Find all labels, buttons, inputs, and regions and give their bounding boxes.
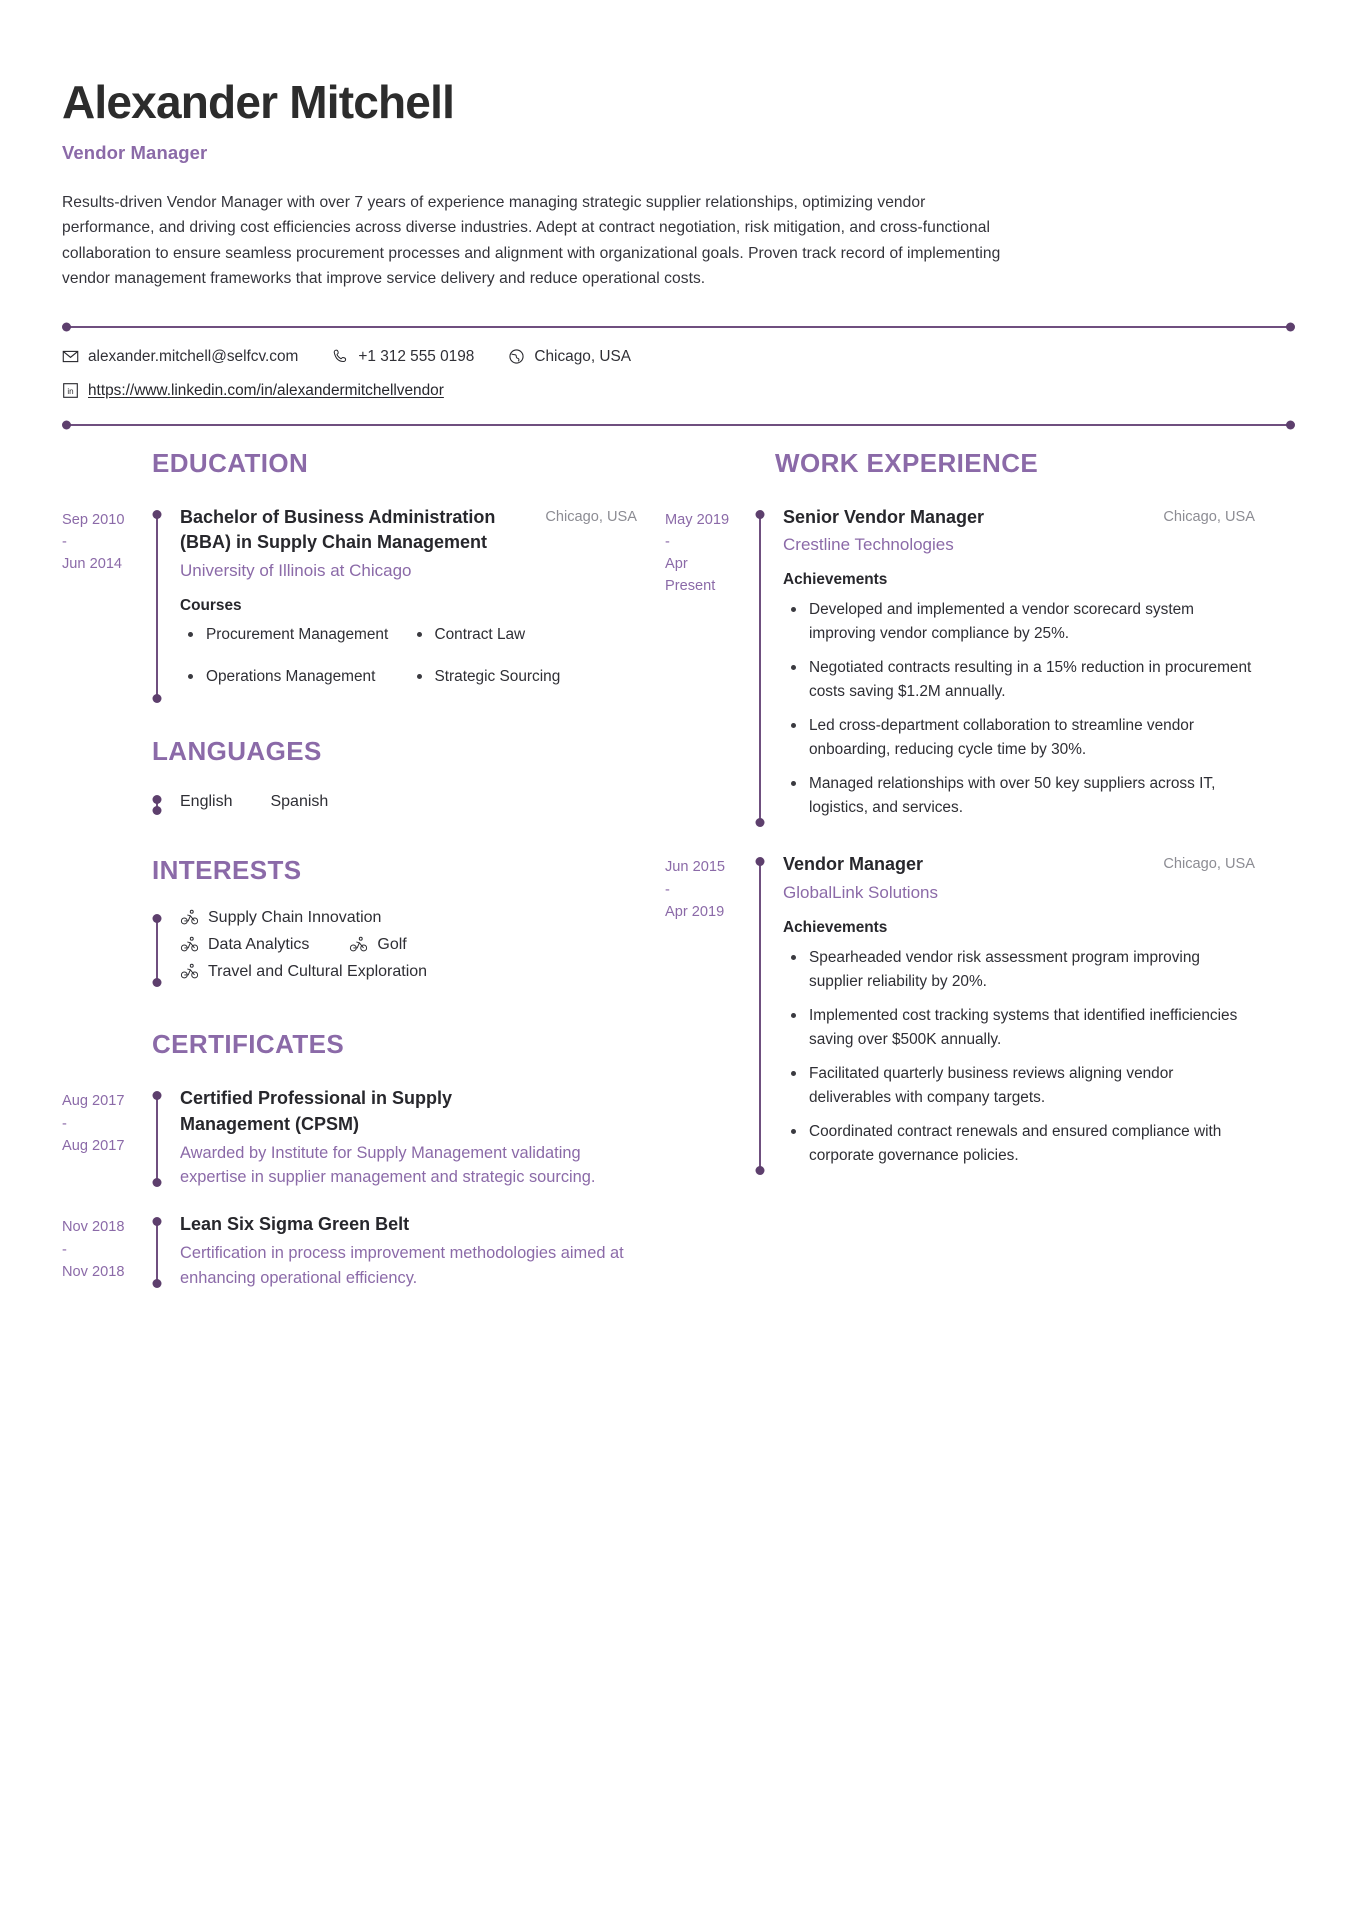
timeline-line xyxy=(759,860,761,1171)
contact-linkedin-text[interactable]: https://www.linkedin.com/in/alexandermitchellvendor xyxy=(88,381,444,399)
divider-top xyxy=(67,326,1290,328)
education-entry xyxy=(62,501,637,706)
timeline-line xyxy=(156,1220,158,1284)
section-title-education: EDUCATION xyxy=(152,447,309,478)
work-entry xyxy=(665,501,1255,830)
work-date-dash: - xyxy=(665,534,670,551)
education-degree: Bachelor of Business Administration (BBA) in Supply Chain Management xyxy=(180,506,496,553)
envelope-icon xyxy=(62,348,79,365)
cyclist-icon xyxy=(349,935,368,954)
section-certificates xyxy=(62,1029,637,1290)
contact-linkedin[interactable] xyxy=(62,382,444,400)
section-title-work-experience: WORK EXPERIENCE xyxy=(775,447,1039,478)
contact-phone[interactable] xyxy=(332,348,474,366)
section-education xyxy=(62,448,637,706)
certificate-date-dash: - xyxy=(62,1241,67,1258)
education-date-start: Sep 2010 xyxy=(62,511,125,528)
certificate-date xyxy=(62,1082,148,1190)
list-item: Led cross-department collaboration to streamline vendor onboarding, reducing cycle time by 30%. xyxy=(783,714,1255,762)
list-item: Operations Management xyxy=(180,665,409,689)
page-title: Alexander Mitchell xyxy=(62,76,455,128)
contact-row-primary xyxy=(62,348,1290,366)
education-head xyxy=(180,505,637,556)
interest-item xyxy=(349,935,406,954)
professional-summary: Results-driven Vendor Manager with over 7 years of experience managing strategic supplier relationships, optimizing vendor performance, and driving cost efficiencies across diverse industries. Adept at contract negotiation, risk mitigation, and cross-functional collaboration to ensure seamless procurement processes and alignment with organizational goals. Proven track record of implementing vendor management frameworks that improve service delivery and reduce operational costs. xyxy=(62,193,1001,288)
timeline-dot-top xyxy=(153,914,162,923)
certificate-date-end: Nov 2018 xyxy=(62,1263,125,1280)
timeline-dot-top xyxy=(756,857,765,866)
languages-row xyxy=(180,789,637,817)
section-work-experience xyxy=(665,448,1255,1178)
list-item: Coordinated contract renewals and ensured compliance with corporate governance policies. xyxy=(783,1120,1255,1168)
timeline-dot-top xyxy=(153,795,162,804)
interest-item xyxy=(180,908,381,927)
education-body xyxy=(166,501,637,706)
divider-bottom xyxy=(67,424,1290,426)
education-courses-label: Courses xyxy=(180,596,242,614)
interest-item xyxy=(180,962,427,981)
timeline-line xyxy=(156,513,158,700)
languages-entry xyxy=(148,789,637,817)
work-achievements-list xyxy=(783,598,1255,820)
list-item: Spearheaded vendor risk assessment program improving supplier reliability by 20%. xyxy=(783,946,1255,994)
section-languages xyxy=(62,736,637,817)
list-item: Managed relationships with over 50 key suppliers across IT, logistics, and services. xyxy=(783,772,1255,820)
work-date-end2: Present xyxy=(665,578,716,595)
timeline-dot-bottom xyxy=(153,1279,162,1288)
list-item: Procurement Management xyxy=(180,623,409,647)
phone-icon xyxy=(332,348,349,365)
languages-timeline xyxy=(148,789,166,817)
work-date-start: May 2019 xyxy=(665,511,730,528)
work-company: Crestline Technologies xyxy=(783,535,954,555)
work-date xyxy=(665,501,751,830)
contact-email-text: alexander.mitchell@selfcv.com xyxy=(88,347,299,365)
interests-row xyxy=(180,908,637,927)
language-item: Spanish xyxy=(270,793,329,811)
work-date xyxy=(665,848,751,1177)
work-date-dash: - xyxy=(665,881,670,898)
section-title-languages: LANGUAGES xyxy=(152,736,322,767)
interests-row xyxy=(180,962,637,981)
timeline-dot-bottom xyxy=(153,806,162,815)
work-body xyxy=(769,848,1255,1177)
timeline-dot-top xyxy=(153,1091,162,1100)
work-location: Chicago, USA xyxy=(1163,508,1255,525)
work-date-end: Apr 2019 xyxy=(665,903,725,920)
section-title-certificates: CERTIFICATES xyxy=(152,1029,345,1060)
certificate-date-end: Aug 2017 xyxy=(62,1137,125,1154)
contact-location xyxy=(508,348,631,366)
work-date-start: Jun 2015 xyxy=(665,859,726,876)
contact-email[interactable] xyxy=(62,348,298,366)
certificate-body xyxy=(166,1082,637,1190)
interest-label: Travel and Cultural Exploration xyxy=(208,962,428,980)
list-item: Facilitated quarterly business reviews aligning vendor deliverables with company targets. xyxy=(783,1062,1255,1110)
certificate-date-dash: - xyxy=(62,1115,67,1132)
interest-label: Golf xyxy=(377,935,407,953)
timeline-dot-bottom xyxy=(153,1178,162,1187)
linkedin-icon xyxy=(62,382,79,399)
education-school: University of Illinois at Chicago xyxy=(180,561,412,581)
work-location: Chicago, USA xyxy=(1163,856,1255,873)
education-timeline xyxy=(148,501,166,706)
work-role: Vendor Manager xyxy=(783,854,924,875)
contact-phone-text: +1 312 555 0198 xyxy=(358,347,475,365)
timeline-dot-top xyxy=(756,510,765,519)
interest-item xyxy=(180,935,309,954)
content-columns xyxy=(62,448,1290,1309)
cyclist-icon xyxy=(180,908,199,927)
education-courses-list xyxy=(180,623,637,707)
work-head xyxy=(783,505,1255,531)
certificate-description: Certification in process improvement methodologies aimed at enhancing operational efficiency. xyxy=(180,1243,624,1287)
work-entry xyxy=(665,848,1255,1177)
certificate-body xyxy=(166,1208,637,1290)
cyclist-icon xyxy=(180,935,199,954)
work-achievements-list xyxy=(783,946,1255,1168)
globe-icon xyxy=(508,348,525,365)
work-head xyxy=(783,852,1255,878)
contact-block xyxy=(62,328,1290,400)
certificate-date-start: Aug 2017 xyxy=(62,1093,125,1110)
contact-location-text: Chicago, USA xyxy=(534,347,632,365)
svg-text:in: in xyxy=(67,387,74,397)
cyclist-icon xyxy=(180,962,199,981)
certificate-name: Certified Professional in Supply Management (CPSM) xyxy=(180,1088,453,1134)
interests-timeline xyxy=(148,908,166,989)
section-title-interests: INTERESTS xyxy=(152,855,302,886)
list-item: Negotiated contracts resulting in a 15% reduction in procurement costs saving $1.2M annually. xyxy=(783,656,1255,704)
timeline-dot-bottom xyxy=(153,694,162,703)
work-company: GlobalLink Solutions xyxy=(783,882,938,902)
timeline-dot-bottom xyxy=(756,818,765,827)
certificate-description: Awarded by Institute for Supply Management validating expertise in supplier management and strategic sourcing. xyxy=(180,1143,596,1187)
education-date-dash: - xyxy=(62,534,67,551)
education-date xyxy=(62,501,148,706)
interests-entry xyxy=(148,908,637,989)
list-item: Developed and implemented a vendor scorecard system improving vendor compliance by 25%. xyxy=(783,598,1255,646)
timeline-dot-bottom xyxy=(756,1166,765,1175)
list-item: Contract Law xyxy=(409,623,638,647)
timeline-dot-top xyxy=(153,1217,162,1226)
work-timeline xyxy=(751,501,769,830)
certificate-date xyxy=(62,1208,148,1290)
timeline-line xyxy=(156,1094,158,1184)
timeline-line xyxy=(759,513,761,824)
job-title: Vendor Manager xyxy=(62,141,208,163)
timeline-line xyxy=(156,918,158,981)
right-column xyxy=(665,448,1255,1196)
certificate-entry xyxy=(62,1082,637,1190)
left-column xyxy=(62,448,637,1309)
certificate-name: Lean Six Sigma Green Belt xyxy=(180,1214,410,1235)
interests-body xyxy=(166,908,637,989)
work-timeline xyxy=(751,848,769,1177)
work-achievements-label: Achievements xyxy=(783,571,888,589)
education-location: Chicago, USA xyxy=(545,508,637,525)
timeline-dot-bottom xyxy=(153,978,162,987)
section-interests xyxy=(62,855,637,989)
work-role: Senior Vendor Manager xyxy=(783,506,985,527)
timeline-dot-top xyxy=(153,510,162,519)
certificate-date-start: Nov 2018 xyxy=(62,1219,125,1236)
contact-row-secondary xyxy=(62,382,1290,400)
work-body xyxy=(769,501,1255,830)
language-item: English xyxy=(180,793,233,811)
certificate-timeline xyxy=(148,1082,166,1190)
work-achievements-label: Achievements xyxy=(783,918,888,936)
certificate-timeline xyxy=(148,1208,166,1290)
list-item: Implemented cost tracking systems that identified inefficiencies saving over $500K annually. xyxy=(783,1004,1255,1052)
list-item: Strategic Sourcing xyxy=(409,665,638,689)
interest-label: Data Analytics xyxy=(208,935,310,953)
certificate-entry xyxy=(62,1208,637,1290)
interest-label: Supply Chain Innovation xyxy=(208,908,382,926)
education-date-end: Jun 2014 xyxy=(62,556,123,573)
work-date-end: Apr xyxy=(665,556,688,573)
interests-row xyxy=(180,935,637,954)
languages-body xyxy=(166,789,637,817)
